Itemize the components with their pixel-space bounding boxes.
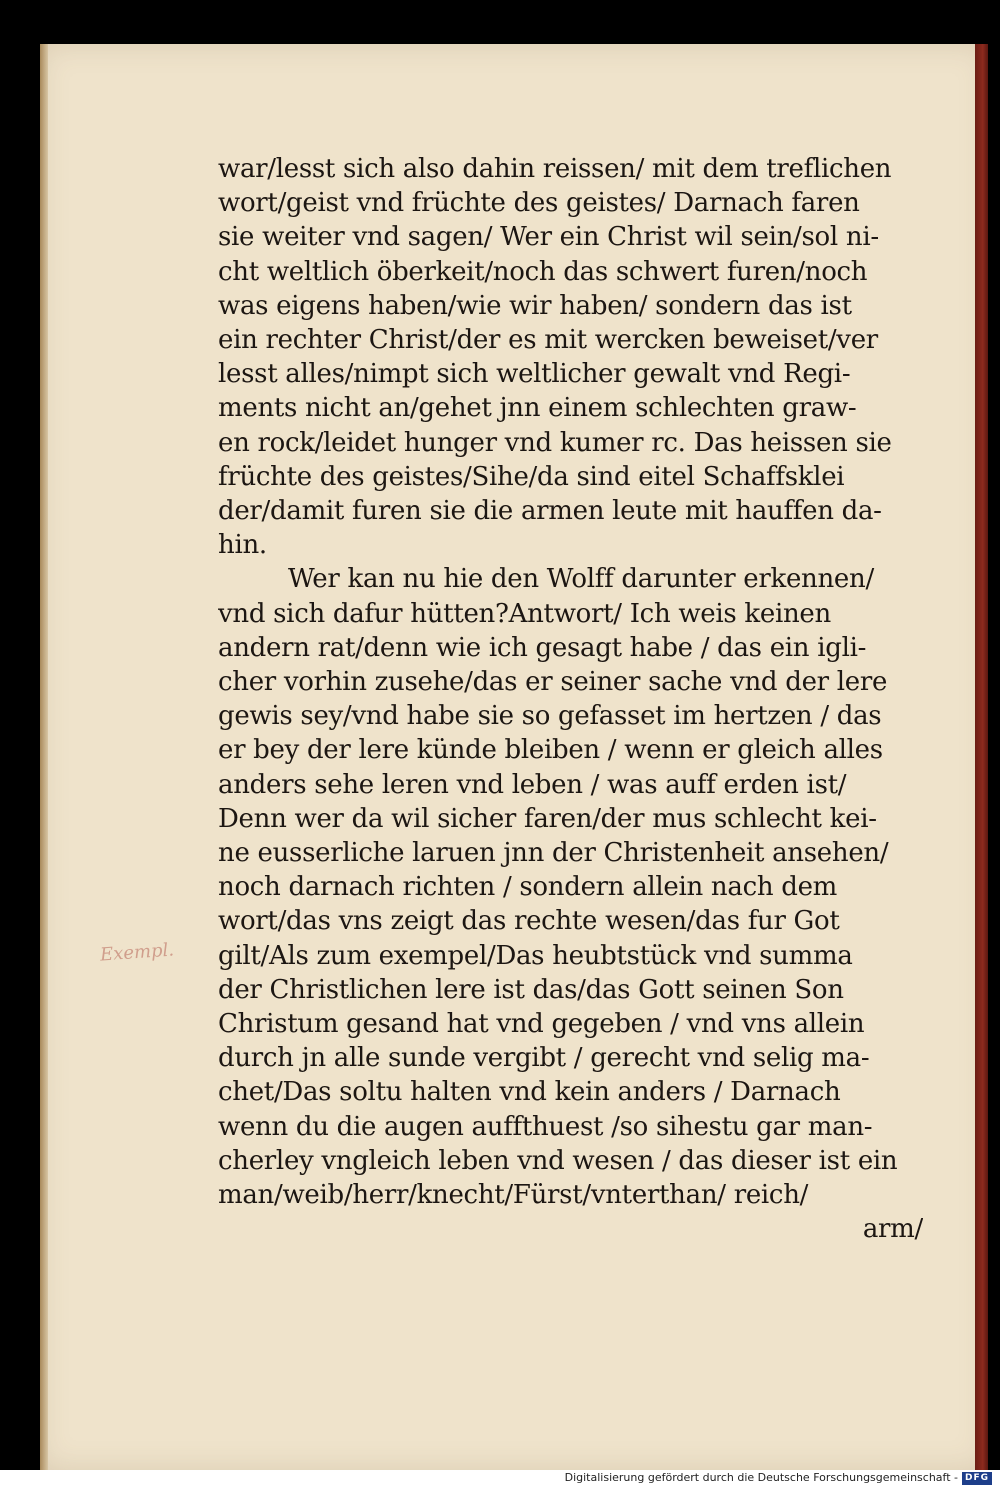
- text-line-27: durch jn alle sunde vergibt / gerecht vnd selig ma-: [218, 1043, 870, 1074]
- text-line-11: der/damit furen sie die armen leute mit hauffen da-: [218, 496, 882, 527]
- text-line-9: en rock/leidet hunger vnd kumer rc. Das heissen sie: [218, 427, 892, 458]
- text-line-16: cher vorhin zusehe/das er seiner sache vnd der lere: [218, 667, 888, 698]
- text-line-12: hin.: [218, 530, 267, 561]
- text-line-8: ments nicht an/gehet jnn einem schlechten graw-: [218, 393, 857, 424]
- text-line-31: man/weib/herr/knecht/Fürst/vnterthan/ reich/: [218, 1180, 809, 1211]
- text-line-28: chet/Das soltu halten vnd kein anders / Darnach: [218, 1077, 841, 1108]
- text-line-17: gewis sey/vnd habe sie so gefasset im hertzen / das: [218, 701, 882, 732]
- footer-bar: [0, 1470, 1000, 1488]
- catchword: arm/: [862, 1214, 923, 1245]
- text-line-13: Wer kan nu hie den Wolff darunter erkennen/: [288, 564, 874, 595]
- text-line-2: wort/geist vnd früchte des geistes/ Darnach faren: [218, 188, 860, 219]
- text-line-15: andern rat/denn wie ich gesagt habe / das ein igli-: [218, 632, 867, 663]
- text-line-4: cht weltlich öberkeit/noch das schwert furen/noch: [218, 256, 868, 287]
- text-line-22: noch darnach richten / sondern allein nach dem: [218, 872, 838, 903]
- text-line-6: ein rechter Christ/der es mit wercken beweiset/ver: [218, 325, 878, 356]
- dfg-logo[interactable]: DFG: [962, 1472, 992, 1485]
- text-line-25: der Christlichen lere ist das/das Gott seinen Son: [218, 974, 844, 1005]
- marginal-note: Exempl.: [99, 939, 175, 966]
- text-line-29: wenn du die augen auffthuest /so sihestu gar man-: [218, 1111, 873, 1142]
- text-line-1: war/lesst sich also dahin reissen/ mit dem treflichen: [218, 154, 892, 184]
- text-line-14: vnd sich dafur hütten?Antwort/ Ich weis keinen: [218, 598, 831, 629]
- text-line-21: ne eusserliche laruen jnn der Christenheit ansehen/: [218, 838, 889, 869]
- footer-credit: Digitalisierung gefördert durch die Deutsche Forschungsgemeinschaft -: [564, 1471, 958, 1484]
- book-spine-edge: [975, 44, 988, 1470]
- text-line-10: früchte des geistes/Sihe/da sind eitel Schaffsklei: [218, 461, 845, 492]
- text-line-7: lesst alles/nimpt sich weltlicher gewalt vnd Regi-: [218, 359, 851, 390]
- text-line-23: wort/das vns zeigt das rechte wesen/das fur Got: [218, 906, 840, 937]
- text-line-18: er bey der lere künde bleiben / wenn er gleich alles: [218, 735, 883, 766]
- text-line-5: was eigens haben/wie wir haben/ sondern das ist: [218, 290, 852, 321]
- text-line-26: Christum gesand hat vnd gegeben / vnd vns allein: [218, 1009, 865, 1040]
- text-line-3: sie weiter vnd sagen/ Wer ein Christ wil sein/sol ni-: [218, 222, 879, 253]
- page-gutter-shadow: [40, 44, 48, 1470]
- text-line-30: cherley vngleich leben vnd wesen / das dieser ist ein: [218, 1145, 898, 1176]
- body-text: [218, 152, 923, 1247]
- text-line-24: gilt/Als zum exempel/Das heubtstück vnd summa: [218, 940, 853, 971]
- text-line-19: anders sehe leren vnd leben / was auff erden ist/: [218, 769, 847, 800]
- text-line-20: Denn wer da wil sicher faren/der mus schlecht kei-: [218, 803, 877, 834]
